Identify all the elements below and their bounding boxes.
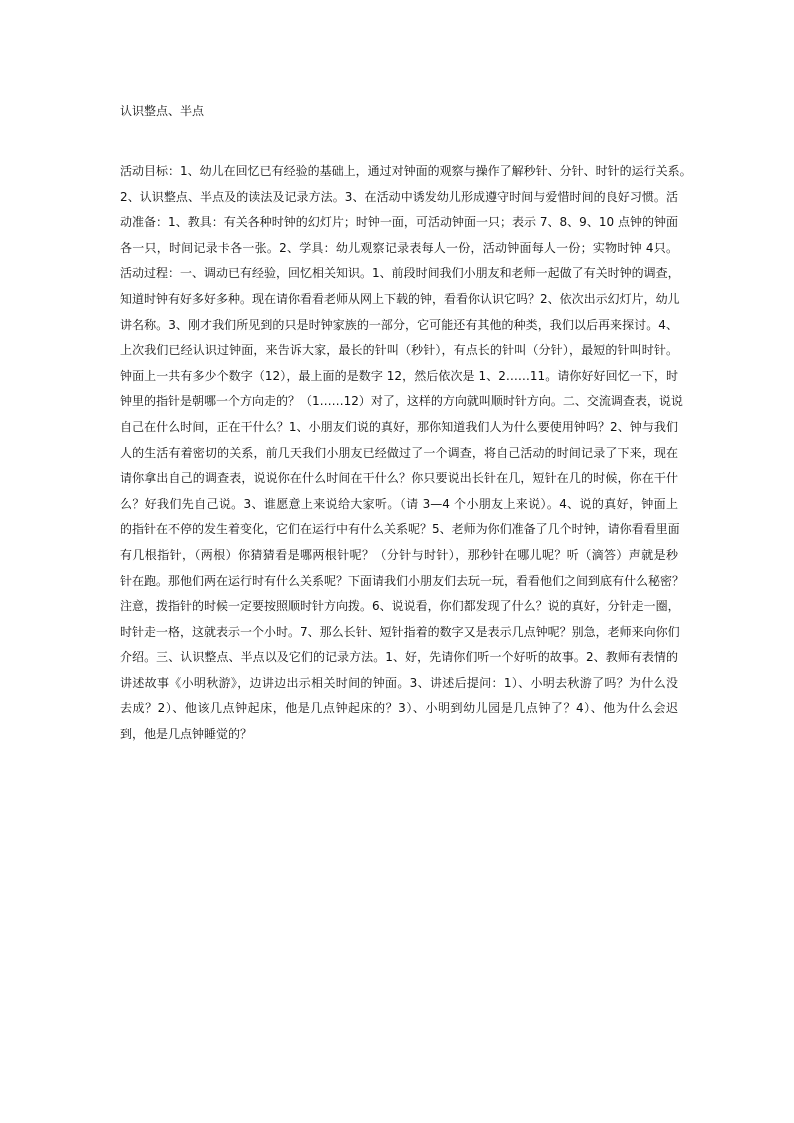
body-line: 讲述故事《小明秋游》，边讲边出示相关时间的钟面。3、讲述后提问：1）、小明去秋游了吗？为什么没 bbox=[120, 675, 678, 690]
body-line: 的指针在不停的发生着变化，它们在运行中有什么关系呢？5、老师为你们准备了几个时钟，请你看看里面 bbox=[120, 522, 680, 537]
body-line: 讲名称。3、刚才我们所见到的只是时钟家族的一部分，它可能还有其他的种类，我们以后再来探讨。4、 bbox=[120, 317, 678, 332]
body-line: 活动过程：一、调动已有经验，回忆相关知识。1、前段时间我们小朋友和老师一起做了有关时钟的调查， bbox=[120, 266, 680, 281]
body-line: 么？好我们先自己说。3、谁愿意上来说给大家听。（请 3—4 个小朋友上来说）。4、说的真好，钟面上 bbox=[120, 496, 678, 511]
body-line: 针在跑。那他们两在运行时有什么关系呢？下面请我们小朋友们去玩一玩，看看他们之间到底有什么秘密？ bbox=[120, 573, 685, 588]
body-line: 钟面上一共有多少个数字（12），最上面的是数字 12，然后依次是 1、2……11。请你好好回忆一下，时 bbox=[120, 368, 678, 383]
body-line: 上次我们已经认识过钟面，来告诉大家，最长的针叫（秒针），有点长的针叫（分针），最短的针叫时针。 bbox=[120, 343, 678, 358]
body-line: 有几根指针，（两根）你猜猜看是哪两根针呢？（分针与时针），那秒针在哪儿呢？听（滴答）声就是秒 bbox=[120, 547, 678, 562]
body-line: 到，他是几点钟睡觉的？ bbox=[120, 727, 253, 742]
body-line: 去成？2）、他该几点钟起床，他是几点钟起床的？3）、小明到幼儿园是几点钟了？4）、他为什么会迟 bbox=[120, 701, 678, 716]
body-line: 介绍。三、认识整点、半点以及它们的记录方法。1、好，先请你们听一个好听的故事。2、教师有表情的 bbox=[120, 650, 678, 665]
body-line: 注意，拨指针的时候一定要按照顺时针方向拨。6、说说看，你们都发现了什么？说的真好，分针走一圈， bbox=[120, 599, 680, 614]
document-title: 认识整点、半点 bbox=[120, 104, 205, 118]
body-line: 钟里的指针是朝哪一个方向走的？（1……12）对了，这样的方向就叫顺时针方向。二、交流调查表，说说 bbox=[120, 394, 683, 409]
body-line: 活动目标：1、幼儿在回忆已有经验的基础上，通过对钟面的观察与操作了解秒针、分针、时针的运行关系。 bbox=[120, 164, 692, 178]
body-line: 请你拿出自己的调查表，说说你在什么时间在干什么？你只要说出长针在几，短针在几的时候，你在干什 bbox=[120, 471, 678, 486]
body-line: 各一只，时间记录卡各一张。2、学具：幼儿观察记录表每人一份，活动钟面每人一份；实物时钟 4只。 bbox=[120, 240, 678, 255]
body-line: 知道时钟有好多好多种。现在请你看看老师从网上下载的钟，看看你认识它吗？2、依次出示幻灯片，幼儿 bbox=[120, 291, 680, 306]
body-line: 自己在什么时间，正在干什么？1、小朋友们说的真好，那你知道我们人为什么要使用钟吗？2、钟与我们 bbox=[120, 419, 678, 434]
body-line: 2、认识整点、半点及的读法及记录方法。3、在活动中诱发幼儿形成遵守时间与爱惜时间的良好习惯。活 bbox=[120, 189, 678, 204]
body-line: 时针走一格，这就表示一个小时。7、那么长针、短针指着的数字又是表示几点钟呢？别急，老师来向你们 bbox=[120, 624, 680, 639]
body-line: 动准备：1、教具：有关各种时钟的幻灯片；时钟一面，可活动钟面一只；表示 7、8、9、10 点钟的钟面 bbox=[120, 215, 678, 230]
body-line: 人的生活有着密切的关系，前几天我们小朋友已经做过了一个调查，将自己活动的时间记录了下来，现在 bbox=[120, 445, 678, 460]
document-body bbox=[120, 159, 692, 748]
